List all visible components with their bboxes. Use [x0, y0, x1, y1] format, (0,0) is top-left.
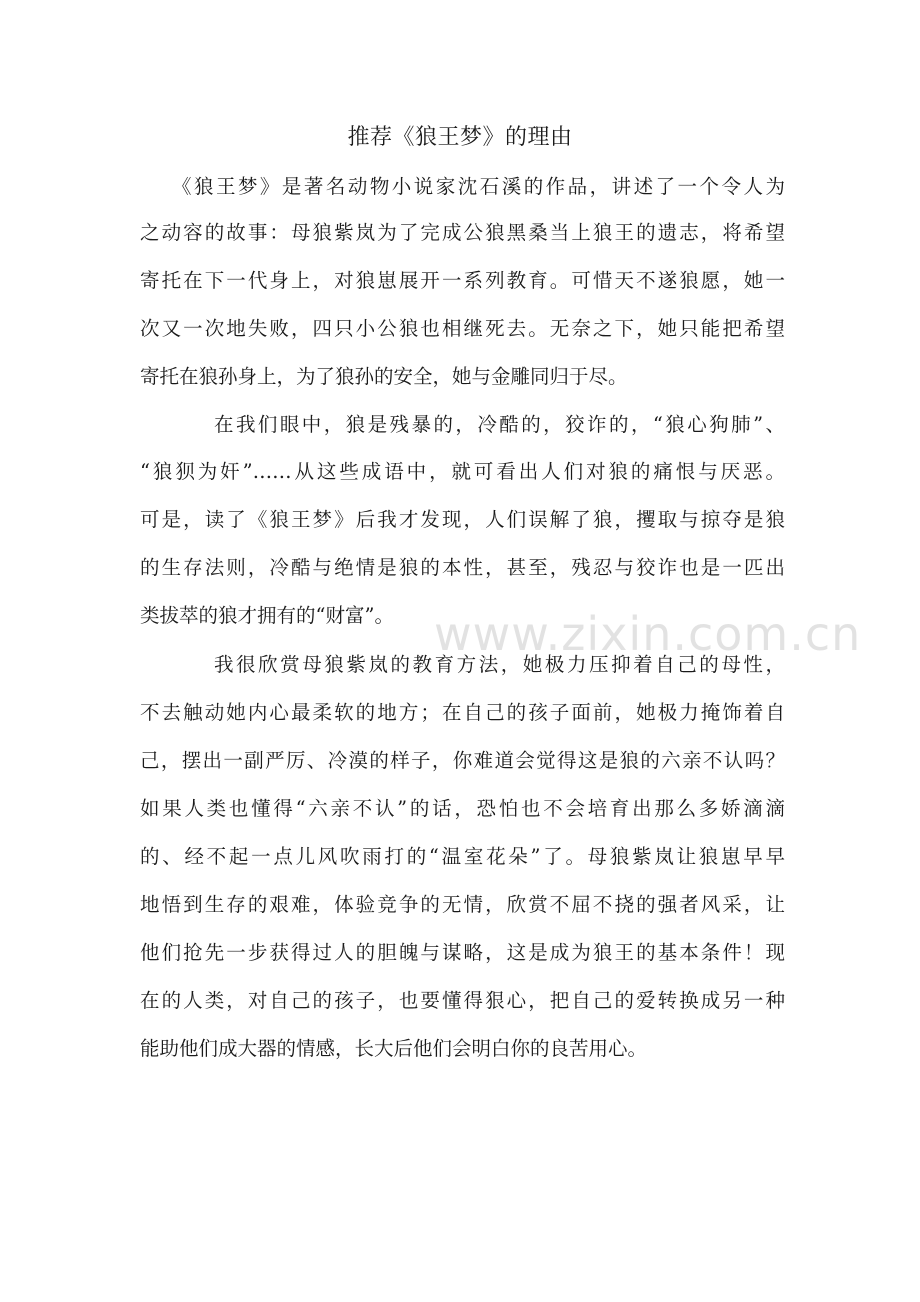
paragraph-3-line-4: 如果人类也懂得“六亲不认”的话，恐怕也不会培育出那么多娇滴滴 — [140, 797, 785, 820]
paragraph-2-line-2: “狼狈为奸”……从这些成语中，就可看出人们对狼的痛恨与厌恶。 — [140, 460, 785, 483]
paragraph-1-line-2: 之动容的故事：母狼紫岚为了完成公狼黑桑当上狼王的遗志，将希望 — [140, 221, 785, 244]
paragraph-3-line-9: 能助他们成大器的情感，长大后他们会明白你的良苦用心。 — [140, 1037, 648, 1060]
paragraph-3-line-7: 他们抢先一步获得过人的胆魄与谋略，这是成为狼王的基本条件！现 — [140, 941, 785, 964]
watermark-text: www.zixin.com.cn — [434, 607, 862, 661]
paragraph-3-line-3: 己，摆出一副严厉、冷漠的样子，你难道会觉得这是狼的六亲不认吗？ — [140, 749, 785, 772]
paragraph-1-line-1: 《狼王梦》是著名动物小说家沈石溪的作品，讲述了一个令人为 — [172, 175, 785, 198]
paragraph-3-line-6: 地悟到生存的艰难，体验竞争的无情，欣赏不屈不挠的强者风采，让 — [140, 893, 785, 916]
paragraph-3-line-2: 不去触动她内心最柔软的地方；在自己的孩子面前，她极力掩饰着自 — [140, 701, 785, 724]
paragraph-1-line-4: 次又一次地失败，四只小公狼也相继死去。无奈之下，她只能把希望 — [140, 317, 785, 340]
paragraph-3-line-5: 的、经不起一点儿风吹雨打的“温室花朵”了。母狼紫岚让狼崽早早 — [140, 845, 785, 868]
paragraph-1-line-5: 寄托在狼孙身上，为了狼孙的安全，她与金雕同归于尽。 — [140, 365, 628, 388]
paragraph-2-line-5: 类拔萃的狼才拥有的“财富”。 — [140, 604, 394, 627]
paragraph-2-line-4: 的生存法则，冷酷与绝情是狼的本性，甚至，残忍与狡诈也是一匹出 — [140, 556, 785, 579]
paragraph-3-line-1: 我很欣赏母狼紫岚的教育方法，她极力压抑着自己的母性， — [214, 653, 785, 676]
document-title: 推荐《狼王梦》的理由 — [347, 125, 573, 150]
paragraph-2-line-3: 可是，读了《狼王梦》后我才发现，人们误解了狼，攫取与掠夺是狼 — [140, 508, 785, 531]
paragraph-1-line-3: 寄托在下一代身上，对狼崽展开一系列教育。可惜天不遂狼愿，她一 — [140, 269, 785, 292]
paragraph-3-line-8: 在的人类，对自己的孩子，也要懂得狠心，把自己的爱转换成另一种 — [140, 989, 785, 1012]
paragraph-2-line-1: 在我们眼中，狼是残暴的，冷酷的，狡诈的，“狼心狗肺”、 — [214, 413, 785, 436]
